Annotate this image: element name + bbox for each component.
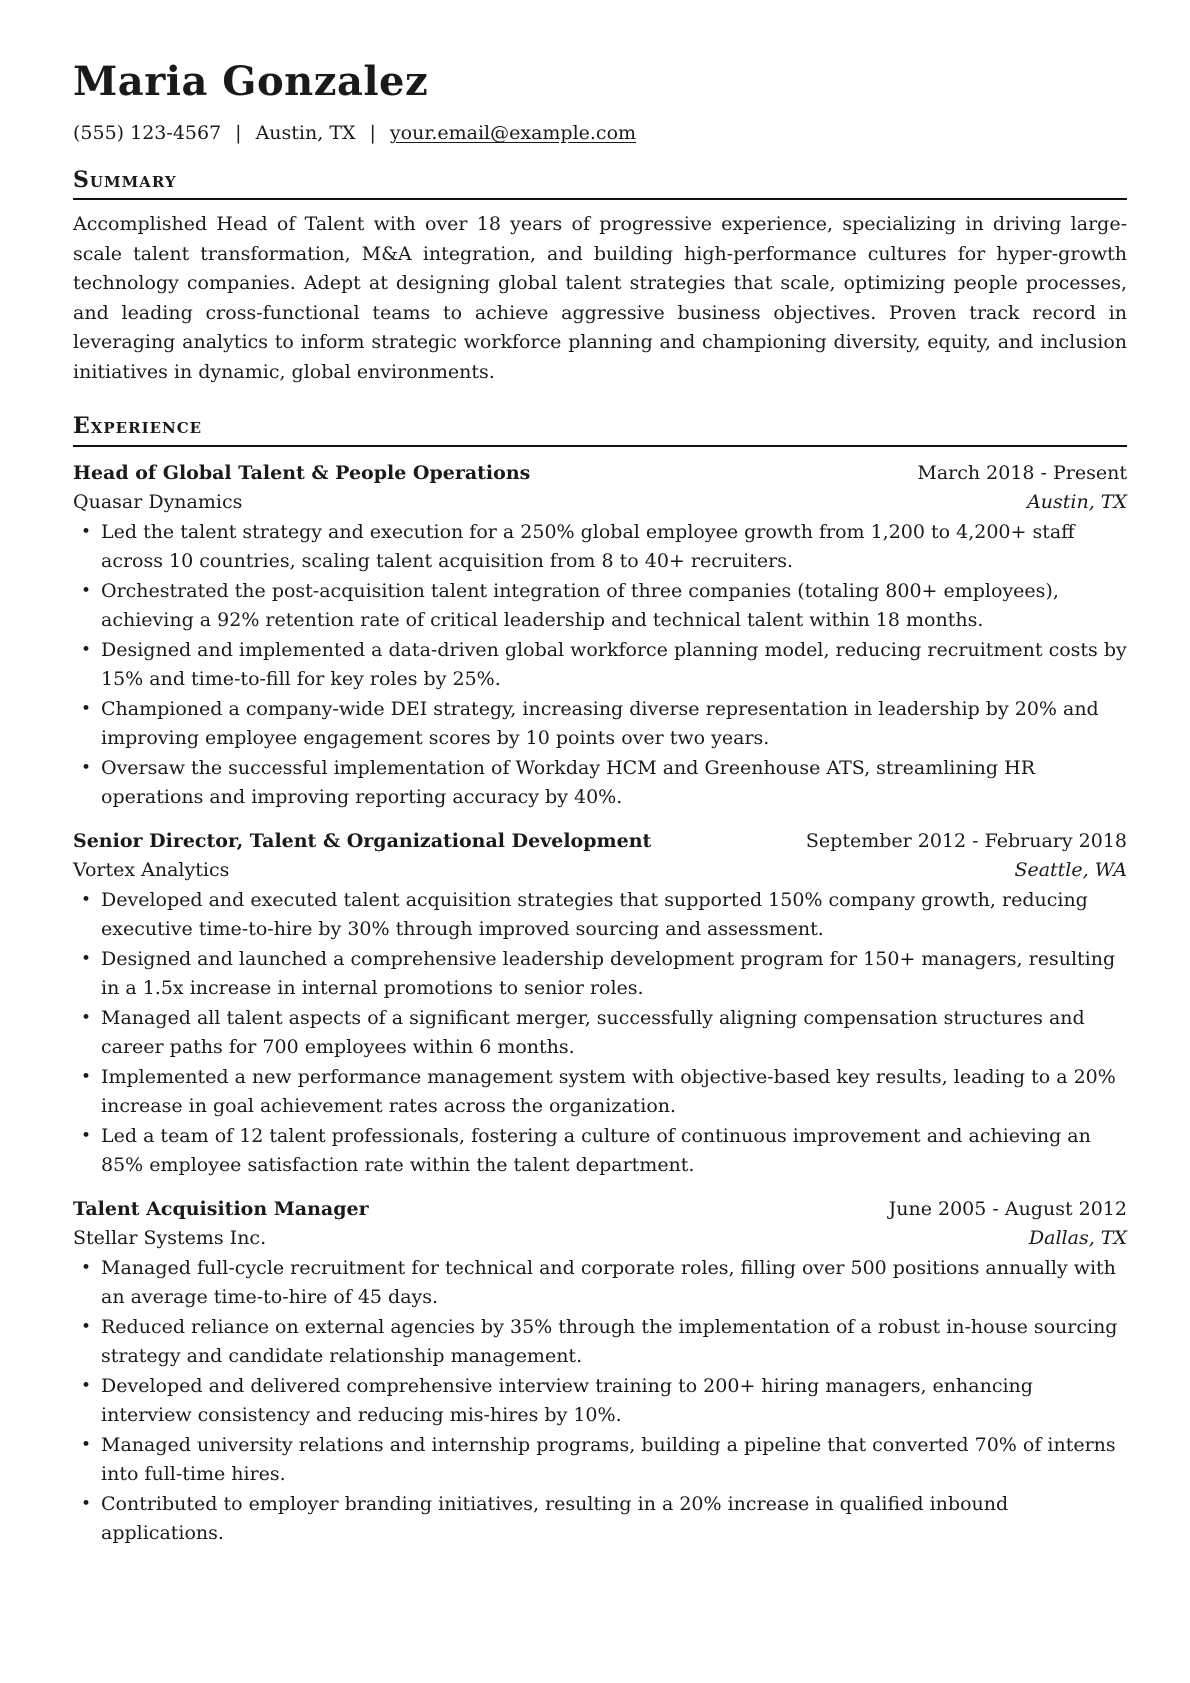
job-company: Vortex Analytics [73,859,230,882]
bullet-text: Implemented a new performance management system with objective-based key results, leading to a 20% increase in goal achievement rates across the organization. [101,1065,1116,1118]
bullet-item [73,1004,1127,1063]
bullet-text: Managed full-cycle recruitment for technical and corporate roles, filling over 500 positions annually with an average time-to-hire of 45 days. [101,1256,1116,1309]
bullet-text: Championed a company-wide DEI strategy, increasing diverse representation in leadership by 20% and improving employee engagement scores by 10 points over two years. [101,697,1099,750]
bullet-item [73,754,1127,813]
bullet-dot-icon: • [81,948,92,969]
bullet-item [73,1431,1127,1490]
bullet-dot-icon: • [81,1066,92,1087]
phone-number: (555) 123-4567 [73,122,222,144]
bullet-dot-icon: • [81,1434,92,1455]
bullet-text: Led a team of 12 talent professionals, fostering a culture of continuous improvement and achieving an 85% employee satisfaction rate within the talent department. [101,1124,1091,1177]
contact-separator: | [235,122,242,144]
job-bullets [73,886,1127,1181]
bullet-dot-icon: • [81,1316,92,1337]
bullet-text: Contributed to employer branding initiatives, resulting in a 20% increase in qualified inbound applications. [101,1492,1009,1545]
job-company-row [73,856,1127,886]
job-location: Seattle, WA [1014,859,1127,882]
job-company: Stellar Systems Inc. [73,1227,267,1250]
bullet-text: Managed all talent aspects of a significant merger, successfully aligning compensation structures and career paths for 700 employees within 6 months. [101,1006,1085,1059]
job-title-row [73,459,1127,489]
location-text: Austin, TX [255,122,356,144]
email-link[interactable]: your.email@example.com [389,122,637,144]
bullet-text: Reduced reliance on external agencies by 35% through the implementation of a robust in-house sourcing strategy and candidate relationship management. [101,1315,1118,1368]
job-company: Quasar Dynamics [73,491,243,514]
bullet-text: Oversaw the successful implementation of Workday HCM and Greenhouse ATS, streamlining HR operations and improving reporting accuracy by 40%. [101,756,1035,809]
bullet-item [73,945,1127,1004]
bullet-item [73,577,1127,636]
job-location: Dallas, TX [1028,1227,1127,1250]
job-role: Senior Director, Talent & Organizational Development [73,829,652,852]
contact-separator: | [369,122,376,144]
bullet-text: Orchestrated the post-acquisition talent integration of three companies (totaling 800+ employees), achieving a 92% retention rate of critical leadership and technical talent within 18 months. [101,579,1059,632]
bullet-dot-icon: • [81,639,92,660]
bullet-item [73,636,1127,695]
contact-line [73,122,1127,145]
bullet-item [73,1254,1127,1313]
bullet-dot-icon: • [81,580,92,601]
experience-heading: Experience [73,413,1127,446]
bullet-text: Managed university relations and internship programs, building a pipeline that converted 70% of interns into full-time hires. [101,1433,1116,1486]
bullet-dot-icon: • [81,757,92,778]
job-location: Austin, TX [1027,491,1127,514]
bullet-dot-icon: • [81,698,92,719]
job-bullets [73,1254,1127,1549]
summary-text: Accomplished Head of Talent with over 18 years of progressive experience, specializing in driving large-scale talent transformation, M&A integration, and building high-performance cultures for hyper-growth technology companies. Adept at designing global talent strategies that scale, optimizing people processes, and leading cross-functional teams to achieve aggressive business objectives. Proven track record in leveraging analytics to inform strategic workforce planning and championing diversity, equity, and inclusion initiatives in dynamic, global environments. [73,213,1127,383]
experience-list [73,459,1127,1549]
job-entry [73,1195,1127,1549]
bullet-item [73,1313,1127,1372]
bullet-item [73,1063,1127,1122]
bullet-dot-icon: • [81,521,92,542]
job-company-row [73,488,1127,518]
bullet-dot-icon: • [81,889,92,910]
job-company-row [73,1224,1127,1254]
job-dates: June 2005 - August 2012 [888,1197,1127,1220]
job-role: Talent Acquisition Manager [73,1197,369,1220]
job-title-row [73,827,1127,857]
bullet-item [73,886,1127,945]
bullet-text: Developed and delivered comprehensive interview training to 200+ hiring managers, enhancing interview consistency and reducing mis-hires by 10%. [101,1374,1033,1427]
bullet-item [73,1372,1127,1431]
bullet-dot-icon: • [81,1257,92,1278]
resume-page [73,58,1127,1549]
bullet-text: Led the talent strategy and execution for a 250% global employee growth from 1,200 to 4,200+ staff across 10 countries, scaling talent acquisition from 8 to 40+ recruiters. [101,520,1075,573]
bullet-text: Developed and executed talent acquisition strategies that supported 150% company growth, reducing executive time-to-hire by 30% through improved sourcing and assessment. [101,888,1088,941]
candidate-name: Maria Gonzalez [73,58,429,105]
job-role: Head of Global Talent & People Operations [73,461,531,484]
job-entry [73,827,1127,1181]
bullet-item [73,1122,1127,1181]
bullet-item [73,518,1127,577]
bullet-dot-icon: • [81,1493,92,1514]
bullet-text: Designed and implemented a data-driven global workforce planning model, reducing recruitment costs by 15% and time-to-fill for key roles by 25%. [101,638,1127,691]
bullet-item [73,1490,1127,1549]
job-title-row [73,1195,1127,1225]
job-dates: March 2018 - Present [917,461,1127,484]
bullet-dot-icon: • [81,1125,92,1146]
bullet-dot-icon: • [81,1375,92,1396]
job-dates: September 2012 - February 2018 [805,829,1127,852]
job-bullets [73,518,1127,813]
bullet-dot-icon: • [81,1007,92,1028]
bullet-text: Designed and launched a comprehensive leadership development program for 150+ managers, resulting in a 1.5x increase in internal promotions to senior roles. [101,947,1116,1000]
summary-heading: Summary [73,167,1127,200]
job-entry [73,459,1127,813]
bullet-item [73,695,1127,754]
